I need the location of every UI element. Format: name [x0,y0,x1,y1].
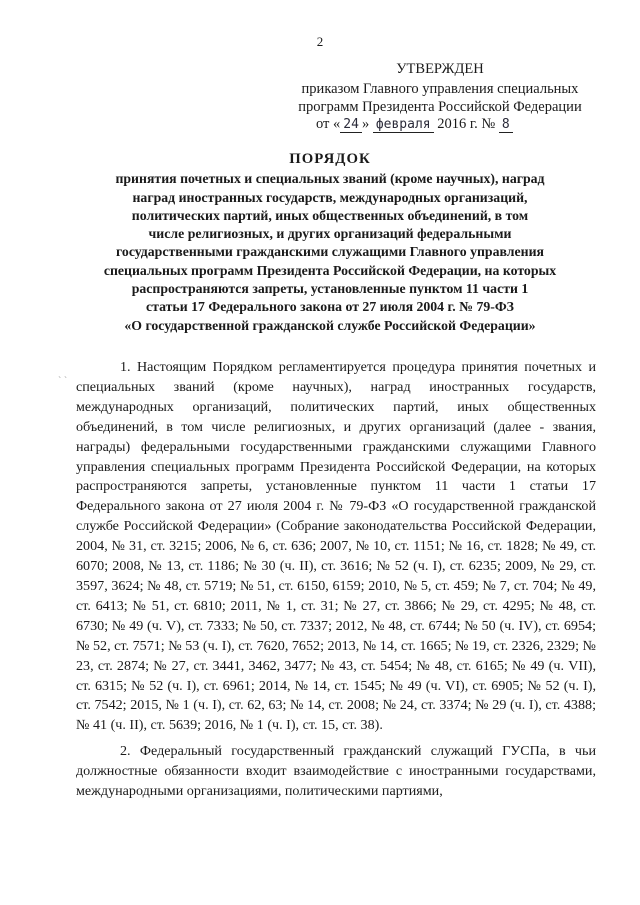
approval-line-1: приказом Главного управления специальных [301,81,579,97]
heading-line: политических партий, иных общественных объединений, в том [131,207,529,223]
heading-line: распространяются запреты, установленные пунктом 11 части 1 [131,281,529,297]
page-number: 2 [316,34,324,49]
document-heading [70,150,590,335]
document-body [76,358,596,808]
order-prefix: от « [316,116,341,132]
heading-line: принятия почетных и специальных званий (кроме научных), наград [115,171,545,187]
document-title: ПОРЯДОК [289,151,371,167]
approval-line-2: программ Президента Российской Федерации [298,99,582,115]
heading-line: статьи 17 Федерального закона от 27 июля 2004 г. № 79-ФЗ [146,299,514,315]
heading-line: специальных программ Президента Российской Федерации, на которых [103,262,557,278]
approval-title: УТВЕРЖДЕН [396,61,484,77]
order-year: 2016 г. № [433,116,499,132]
order-date-line [316,116,513,133]
order-month: февраля [373,117,434,133]
heading-line: «О государственной гражданской службе Российской Федерации» [124,317,536,333]
heading-line: наград иностранных государств, международных организаций, [132,189,528,205]
paragraph-1: 1. Настоящим Порядком регламентируется процедура принятия почетных и специальных званий (кроме научных), наград иностранных государств, международных организаций, политических партий, иных общественных объединений, в том числе религиозных, и других организаций (далее - звания, награды) федеральными государственными гражданскими служащими Главного управления специальных программ Президента Российской Федерации, на которых распространяются запреты, установленные пунктом 11 части 1 статьи 17 Федерального закона от 27 июля 2004 г. № 79-ФЗ «О государственной гражданской службе Российской Федерации» (Собрание законодательства Российской Федерации, 2004, № 31, ст. 3215; 2006, № 6, ст. 636; 2007, № 10, ст. 1151; № 16, ст. 1828; № 49, ст. 6070; 2008, № 13, ст. 1186; № 30 (ч. II), ст. 3616; № 52 (ч. I), ст. 6235; 2009, № 29, ст. 3597, 3624; № 48, ст. 5719; № 51, ст. 6150, 6159; 2010, № 5, ст. 459; № 7, ст. 704; № 49, ст. 6413; № 51, ст. 6810; 2011, № 1, ст. 31; № 27, ст. 3866; № 29, ст. 4295; № 48, ст. 6730; № 49 (ч. V), ст. 7333; № 50, ст. 7337; 2012, № 48, ст. 6744; № 50 (ч. IV), ст. 6954; № 52, ст. 7571; № 53 (ч. I), ст. 7620, 7652; 2013, № 14, ст. 1665; № 19, ст. 2326, 2329; № 23, ст. 2874; № 27, ст. 3441, 3462, 3477; № 43, ст. 5454; № 48, ст. 6165; № 49 (ч. VII), ст. 6315; № 52 (ч. I), ст. 6961; 2014, № 14, ст. 1545; № 49 (ч. VI), ст. 6905; № 52 (ч. I), ст. 7542; 2015, № 1 (ч. I), ст. 62, 63; № 14, ст. 2008; № 24, ст. 3374; № 29 (ч. I), ст. 4388; № 41 (ч. II), ст. 5639; 2016, № 1 (ч. I), ст. 15, ст. 38). [76,359,596,734]
paragraph-2: 2. Федеральный государственный гражданский служащий ГУСПа, в чьи должностные обязанности входит взаимодействие с иностранными государствами, международными организациями, политическими партиями, [76,743,596,800]
scan-artifact: ` ` [58,376,68,387]
heading-line: числе религиозных, и других организаций федеральными [148,226,512,242]
order-mid: » [361,116,373,132]
order-number: 8 [499,117,513,133]
order-day: 24 [340,117,362,133]
heading-line: государственными гражданскими служащими Главного управления [116,244,544,260]
